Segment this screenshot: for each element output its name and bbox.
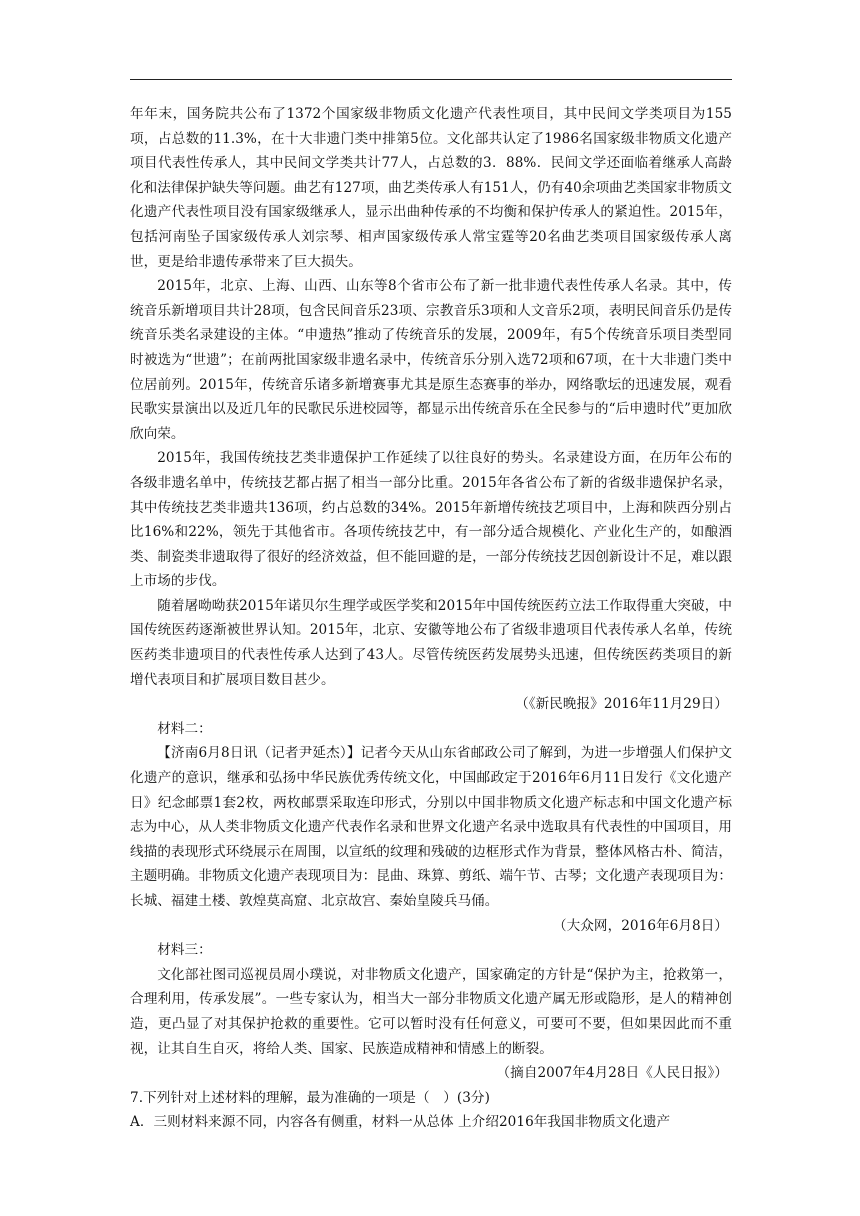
paragraph-policy: 文化部社图司巡视员周小璞说，对非物质文化遗产，国家确定的方针是“保护为主，抢救第一，合理利用，传承发展”。一些专家认为，相当大一部分非物质文化遗产属无形或隐形，是人的精神创造，更凸显了对其保护抢救的重要性。它可以暂时没有任何意义，可要可不要，但如果因此而不重视，让其自生自灭，将给人类、国家、民族造成精神和情感上的断裂。 <box>130 966 732 1057</box>
document-page <box>130 0 732 1216</box>
paragraph-stamp-news: 【济南6月8日讯（记者尹延杰）】记者今天从山东省邮政公司了解到，为进一步增强人们保护文化遗产的意识，继承和弘扬中华民族优秀传统文化，中国邮政定于2016年6月11日发行《文化遗产日》纪念邮票1套2枚，两枚邮票采取连印形式，分别以中国非物质文化遗产标志和中国文化遗产标志为中心，从人类非物质文化遗产代表作名录和世界文化遗产名录中选取具有代表性的中国项目，用线描的表现形式环绕展示在周围，以宣纸的纹理和残破的边框形式作为背景，整体风格古朴、简洁，主题明确。非物质文化遗产表现项目为：昆曲、珠算、剪纸、端午节、古琴；文化遗产表现项目为：长城、福建土楼、敦煌莫高窟、北京故宫、秦始皇陵兵马俑。 <box>130 745 732 909</box>
paragraph-traditional-music: 2015年，北京、上海、山西、山东等8个省市公布了新一批非遗代表性传承人名录。其中，传统音乐新增项目共计28项，包含民间音乐23项、宗教音乐3项和人文音乐2项，表明民间音乐仍是传统音乐类名录建设的主体。“申遗热”推动了传统音乐的发展，2009年，有5个传统音乐项目类型同时被选为“世遗”；在前两批国家级非遗名录中，传统音乐分别入选72项和67项，在十大非遗门类中位居前列。2015年，传统音乐诸多新增赛事尤其是原生态赛事的举办，网络歌坛的迅速发展，观看民歌实景演出以及近几年的民歌民乐进校园等，都显示出传统音乐在全民参与的“后申遗时代”更加欣欣向荣。 <box>130 278 732 442</box>
paragraph-traditional-medicine: 随着屠呦呦获2015年诺贝尔生理学或医学奖和2015年中国传统医药立法工作取得重大突破，中国传统医药逐渐被世界认知。2015年，北京、安徽等地公布了省级非遗项目代表传承人名单，传统医药类非遗项目的代表性传承人达到了43人。尽管传统医药发展势头迅速，但传统医药类项目的新增代表项目和扩展项目数目甚少。 <box>130 597 732 688</box>
source-citation-2: （大众网，2016年6月8日） <box>553 917 728 934</box>
option-a: A．三则材料来源不同，内容各有侧重，材料一从总体 上介绍2016年我国非物质文化遗产 <box>130 1114 671 1131</box>
header-rule <box>130 79 732 80</box>
material-three-label: 材料三： <box>157 942 212 959</box>
paragraph-traditional-craft: 2015年，我国传统技艺类非遗保护工作延续了以往良好的势头。名录建设方面，在历年公布的各级非遗名单中，传统技艺都占据了相当一部分比重。2015年各省公布了新的省级非遗保护名录，其中传统技艺类非遗共136项，约占总数的34%。2015年新增传统技艺项目中，上海和陕西分别占比16%和22%，领先于其他省市。各项传统技艺中，有一部分适合规模化、产业化生产的，如酿酒类、制瓷类非遗取得了很好的经济效益，但不能回避的是，一部分传统技艺因创新设计不足，难以跟上市场的步伐。 <box>130 450 732 590</box>
question-7: 7.下列针对上述材料的理解，最为准确的一项是（ ）(3分) <box>130 1089 490 1106</box>
material-two-label: 材料二： <box>157 720 212 737</box>
paragraph-folk-literature: 年年末，国务院共公布了1372个国家级非物质文化遗产代表性项目，其中民间文学类项目为155项，占总数的11.3%，在十大非遗门类中排第5位。文化部共认定了1986名国家级非物质文化遗产项目代表性传承人，其中民间文学类共计77人，占总数的3．88%．民间文学还面临着继承人高龄化和法律保护缺失等问题。曲艺有127项，曲艺类传承人有151人，仍有40余项曲艺类国家非物质文化遗产代表性项目没有国家级继承人，显示出曲种传承的不均衡和保护传承人的紧迫性。2015年，包括河南坠子国家级传承人刘宗琴、相声国家级传承人常宝霆等20名曲艺类项目国家级传承人离世，更是给非遗传承带来了巨大损失。 <box>130 106 732 270</box>
source-citation-1: （《新民晚报》2016年11月29日） <box>515 696 728 713</box>
source-citation-3: （摘自2007年4月28日《人民日报》） <box>496 1065 728 1082</box>
document-body <box>130 102 732 1135</box>
